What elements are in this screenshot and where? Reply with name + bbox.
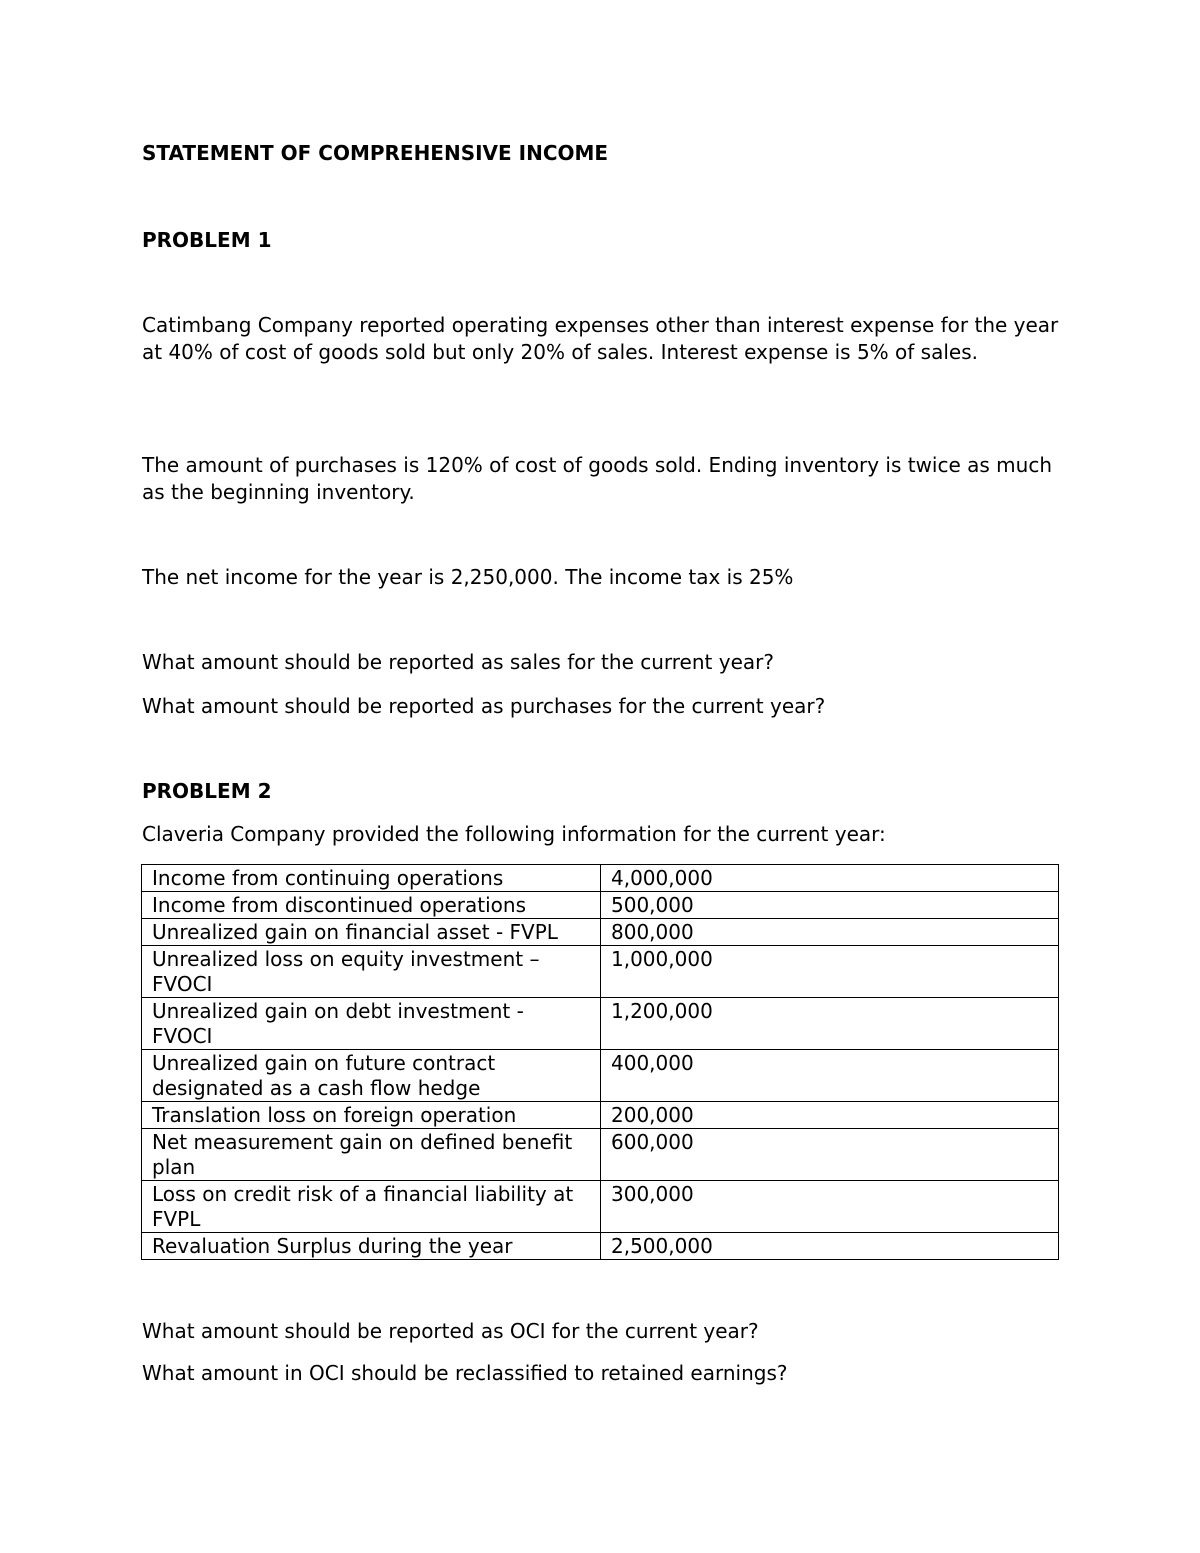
table-row [142, 919, 1059, 946]
row-amount: 400,000 [601, 1050, 1059, 1102]
row-label: Income from discontinued operations [142, 892, 601, 919]
table-row [142, 865, 1059, 892]
table-row [142, 1181, 1059, 1233]
row-label: Unrealized gain on future contract designated as a cash flow hedge [142, 1050, 601, 1102]
table-row [142, 1102, 1059, 1129]
row-amount: 4,000,000 [601, 865, 1059, 892]
row-label: Unrealized loss on equity investment – FVOCI [142, 946, 601, 998]
row-amount: 1,200,000 [601, 998, 1059, 1050]
problem-1-question-purchases: What amount should be reported as purchases for the current year? [142, 694, 826, 718]
row-amount: 1,000,000 [601, 946, 1059, 998]
row-amount: 300,000 [601, 1181, 1059, 1233]
row-amount: 2,500,000 [601, 1233, 1059, 1260]
row-label: Unrealized gain on financial asset - FVPL [142, 919, 601, 946]
problem-1-paragraph-net-income: The net income for the year is 2,250,000. The income tax is 25% [142, 565, 794, 589]
row-amount: 600,000 [601, 1129, 1059, 1181]
row-label: Loss on credit risk of a financial liability at FVPL [142, 1181, 601, 1233]
table-row [142, 998, 1059, 1050]
table-row [142, 946, 1059, 998]
row-amount: 200,000 [601, 1102, 1059, 1129]
problem-1-heading: PROBLEM 1 [142, 228, 272, 252]
table-row [142, 1050, 1059, 1102]
problem-1-paragraph-expenses: Catimbang Company reported operating expenses other than interest expense for the year at 40% of cost of goods sold but only 20% of sales. Interest expense is 5% of sales. [142, 313, 1059, 364]
row-amount: 500,000 [601, 892, 1059, 919]
problem-1-paragraph-purchases: The amount of purchases is 120% of cost of goods sold. Ending inventory is twice as much as the beginning inventory. [142, 453, 1052, 504]
problem-2-heading: PROBLEM 2 [142, 779, 272, 803]
problem-2-question-reclassified: What amount in OCI should be reclassified to retained earnings? [142, 1361, 788, 1385]
row-label: Income from continuing operations [142, 865, 601, 892]
row-label: Translation loss on foreign operation [142, 1102, 601, 1129]
problem-2-intro: Claveria Company provided the following information for the current year: [142, 822, 886, 846]
row-label: Unrealized gain on debt investment - FVOCI [142, 998, 601, 1050]
problem-2-question-oci: What amount should be reported as OCI for the current year? [142, 1319, 759, 1343]
table-row [142, 1233, 1059, 1260]
problem-2-info-table [141, 864, 1059, 1260]
document-title: STATEMENT OF COMPREHENSIVE INCOME [142, 141, 609, 165]
row-label: Net measurement gain on defined benefit plan [142, 1129, 601, 1181]
row-label: Revaluation Surplus during the year [142, 1233, 601, 1260]
table-row [142, 1129, 1059, 1181]
table-row [142, 892, 1059, 919]
row-amount: 800,000 [601, 919, 1059, 946]
problem-1-question-sales: What amount should be reported as sales for the current year? [142, 650, 774, 674]
